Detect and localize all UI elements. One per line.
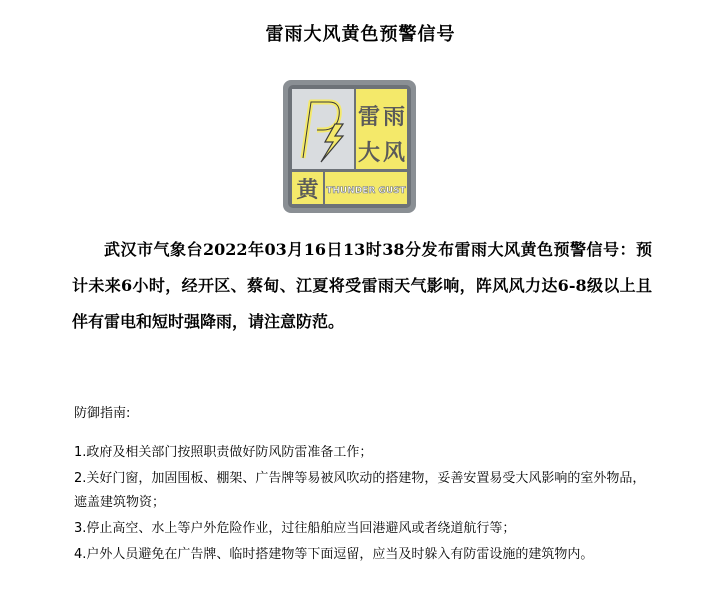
defense-guide bbox=[74, 402, 654, 569]
badge-english-label: THUNDER GUST bbox=[326, 186, 406, 196]
badge-char-yu: 雨 bbox=[382, 105, 406, 130]
badge-char-lei: 雷 bbox=[357, 105, 381, 130]
badge-char-da: 大 bbox=[357, 141, 381, 166]
badge-char-feng: 风 bbox=[382, 141, 406, 166]
badge-level-char: 黄 bbox=[296, 178, 319, 203]
guide-heading: 防御指南: bbox=[74, 406, 131, 421]
warning-lead-paragraph: 武汉市气象台2022年03月16日13时38分发布雷雨大风黄色预警信号：预计未来6小时，经开区、蔡甸、江夏将受雷雨天气影响，阵风风力达6-8级以上且伴有雷电和短时强降雨，请注意防范。 bbox=[72, 240, 652, 331]
guide-item: 2.关好门窗，加固围板、棚架、广告牌等易被风吹动的搭建物，妥善安置易受大风影响的室外物品，遮盖建筑物资； bbox=[74, 471, 646, 510]
guide-item: 4.户外人员避免在广告牌、临时搭建物等下面逗留，应当及时躲入有防雷设施的建筑物内。 bbox=[74, 547, 594, 562]
guide-item: 3.停止高空、水上等户外危险作业，过往船舶应当回港避风或者绕道航行等； bbox=[74, 521, 516, 536]
badge-graphic bbox=[283, 80, 416, 213]
guide-item: 1.政府及相关部门按照职责做好防风防雷准备工作； bbox=[74, 445, 373, 460]
page-title: 雷雨大风黄色预警信号 bbox=[265, 24, 456, 45]
thunder-gust-yellow-warning-icon bbox=[283, 80, 416, 213]
